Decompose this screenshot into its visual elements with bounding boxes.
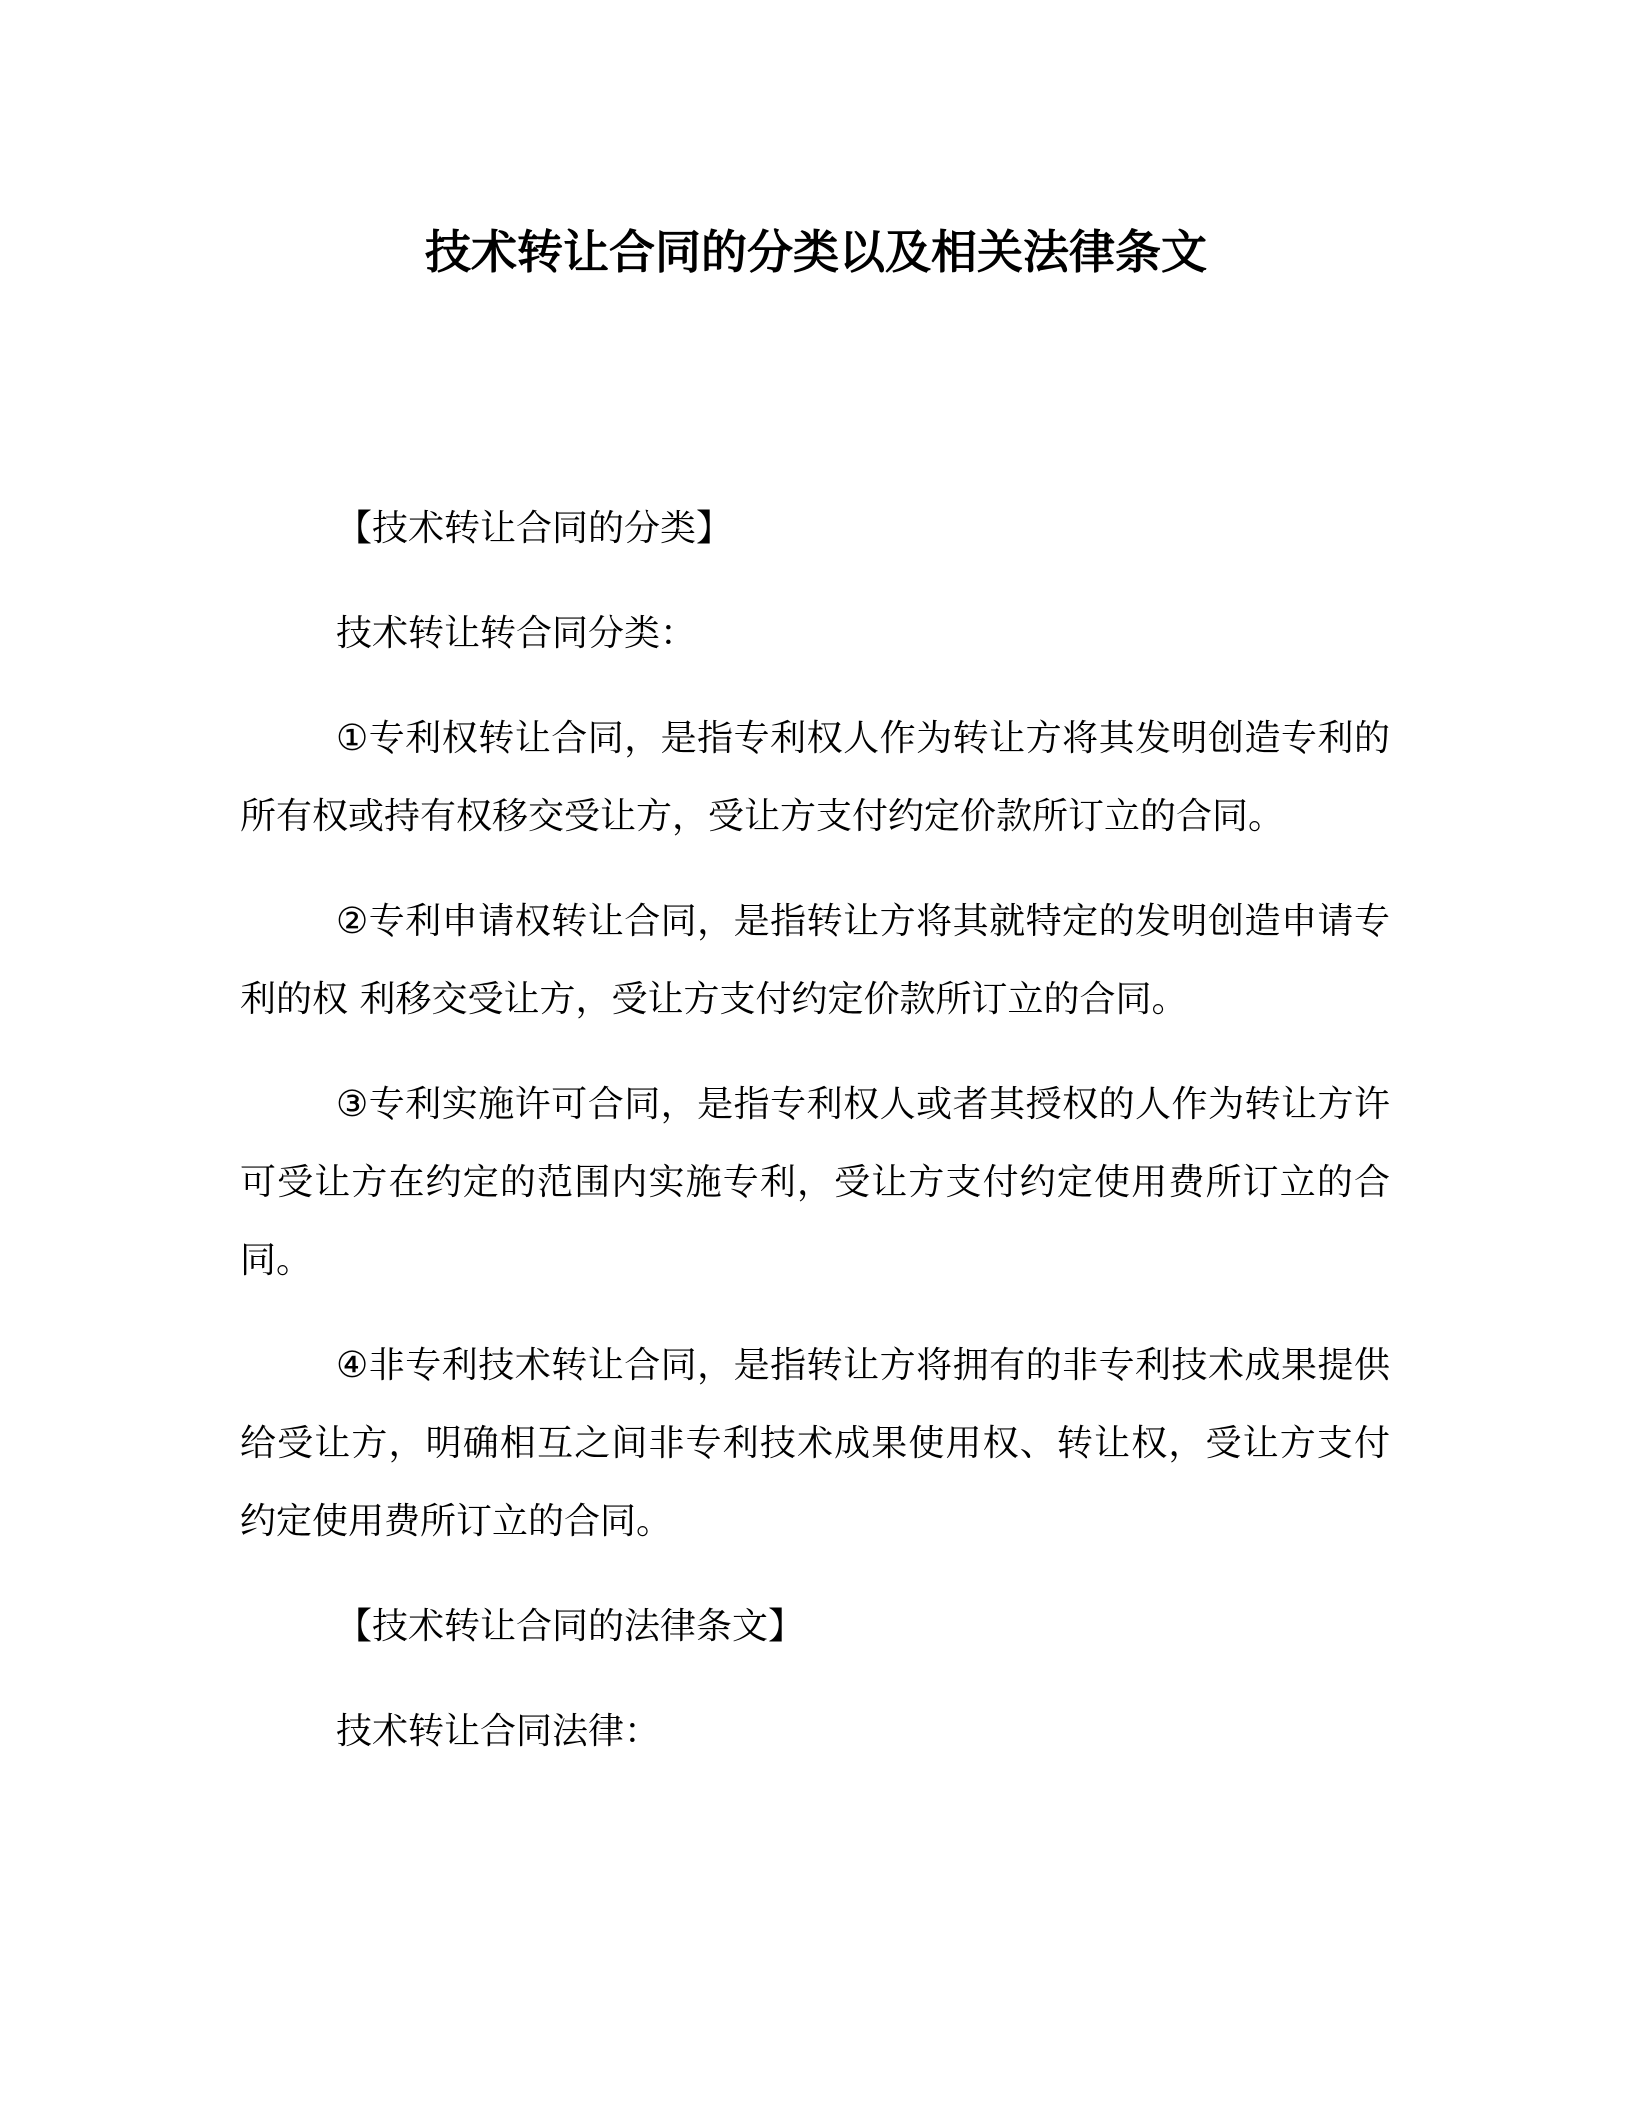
paragraph-item-1: ①专利权转让合同，是指专利权人作为转让方将其发明创造专利的所有权或持有权移交受让方，受让方支付约定价款所订立的合同。 [240,718,1390,837]
paragraph-item-3: ③专利实施许可合同，是指专利权人或者其授权的人作为转让方许可受让方在约定的范围内实施专利，受让方支付约定使用费所订立的合同。 [240,1084,1390,1281]
paragraph-intro: 技术转让转合同分类： [336,613,697,654]
document-body [240,490,1390,1798]
paragraph-law-intro: 技术转让合同法律： [336,1711,661,1752]
paragraph-item-2: ②专利申请权转让合同，是指转让方将其就特定的发明创造申请专利的权 利移交受让方，受让方支付约定价款所订立的合同。 [240,901,1390,1020]
section-heading-classification: 【技术转让合同的分类】 [336,508,733,549]
section-heading-law: 【技术转让合同的法律条文】 [336,1606,805,1647]
paragraph-item-4: ④非专利技术转让合同，是指转让方将拥有的非专利技术成果提供给受让方，明确相互之间非专利技术成果使用权、转让权，受让方支付约定使用费所订立的合同。 [240,1345,1390,1542]
document-title: 技术转让合同的分类以及相关法律条文 [425,225,1207,279]
